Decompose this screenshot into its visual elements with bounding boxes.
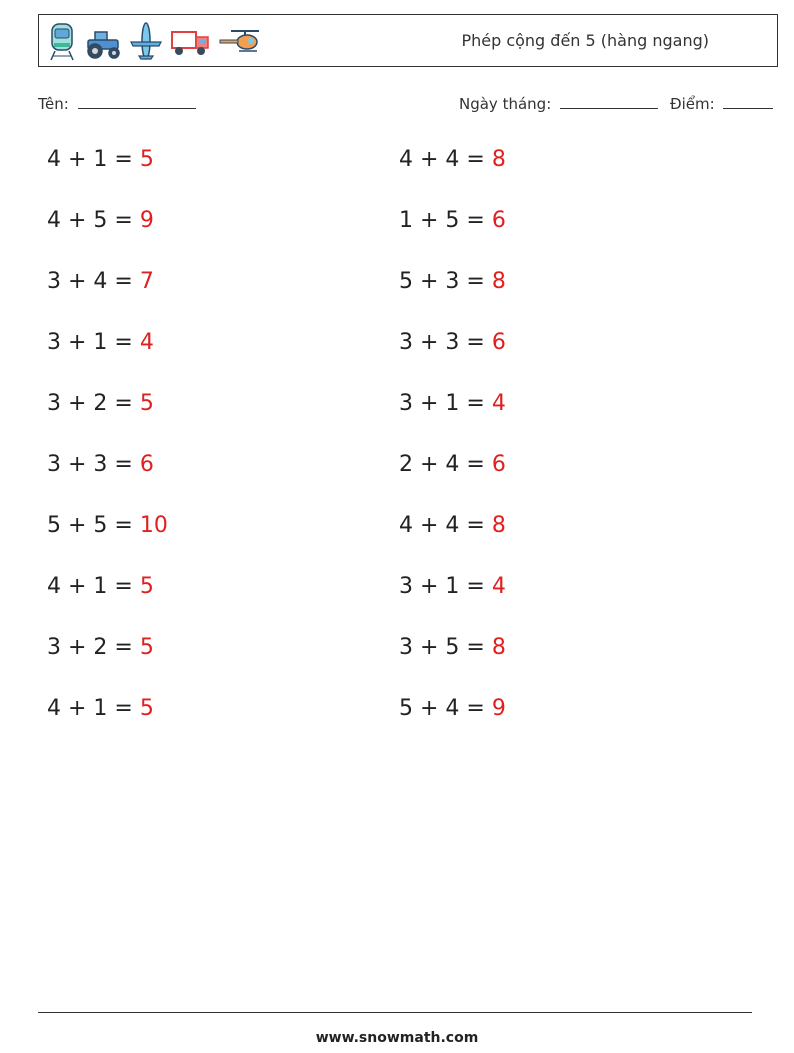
problem-question: 4 + 1 = [47, 696, 140, 721]
problem-item [47, 269, 154, 294]
problem-answer: 4 [139, 330, 154, 355]
name-field [38, 94, 196, 113]
problem-item [399, 635, 506, 660]
problem-answer: 4 [491, 574, 506, 599]
problem-item [47, 635, 154, 660]
problem-question: 3 + 4 = [47, 269, 140, 294]
problem-item [399, 391, 506, 416]
problem-answer: 7 [139, 269, 154, 294]
problem-item [399, 330, 506, 355]
problem-answer: 6 [491, 208, 506, 233]
problem-question: 5 + 3 = [399, 269, 492, 294]
problem-answer: 10 [139, 513, 168, 538]
problem-item [47, 330, 154, 355]
problem-item [399, 269, 506, 294]
helicopter-icon [217, 20, 261, 62]
problem-item [399, 574, 506, 599]
problem-question: 1 + 5 = [399, 208, 492, 233]
train-icon [47, 20, 77, 62]
header-icons [47, 20, 261, 62]
problem-answer: 5 [139, 635, 154, 660]
problem-item [47, 696, 154, 721]
score-label: Điểm: [670, 95, 715, 113]
problem-item [47, 391, 154, 416]
problem-answer: 8 [491, 635, 506, 660]
problem-question: 3 + 3 = [399, 330, 492, 355]
problem-answer: 5 [139, 391, 154, 416]
tractor-icon [83, 20, 123, 62]
problem-answer: 9 [491, 696, 506, 721]
problem-answer: 9 [139, 208, 154, 233]
problem-question: 4 + 1 = [47, 574, 140, 599]
problem-question: 4 + 5 = [47, 208, 140, 233]
problem-answer: 6 [491, 330, 506, 355]
problem-question: 3 + 1 = [399, 391, 492, 416]
problem-question: 3 + 2 = [47, 635, 140, 660]
score-field [670, 94, 773, 113]
name-blank [78, 94, 196, 109]
problem-item [399, 147, 506, 172]
problem-item [47, 147, 154, 172]
problem-answer: 6 [139, 452, 154, 477]
problem-item [399, 208, 506, 233]
problem-answer: 6 [491, 452, 506, 477]
problem-answer: 8 [491, 513, 506, 538]
truck-icon [169, 20, 211, 62]
problem-question: 4 + 4 = [399, 513, 492, 538]
problem-question: 5 + 5 = [47, 513, 140, 538]
problem-item [47, 574, 154, 599]
problem-item [399, 696, 506, 721]
problem-question: 5 + 4 = [399, 696, 492, 721]
airplane-icon [129, 20, 163, 62]
date-blank [560, 94, 658, 109]
problem-answer: 5 [139, 147, 154, 172]
problem-question: 3 + 1 = [399, 574, 492, 599]
footer-url: www.snowmath.com [315, 1030, 479, 1046]
worksheet-header [38, 14, 778, 67]
problem-question: 3 + 3 = [47, 452, 140, 477]
problem-answer: 8 [491, 269, 506, 294]
problem-question: 4 + 4 = [399, 147, 492, 172]
page-title: Phép cộng đến 5 (hàng ngang) [461, 31, 709, 50]
score-blank [723, 94, 773, 109]
problem-question: 3 + 1 = [47, 330, 140, 355]
problem-question: 4 + 1 = [47, 147, 140, 172]
problem-answer: 8 [491, 147, 506, 172]
problem-item [399, 513, 506, 538]
problem-answer: 4 [491, 391, 506, 416]
problem-item [47, 513, 168, 538]
problem-question: 2 + 4 = [399, 452, 492, 477]
problem-item [399, 452, 506, 477]
problem-question: 3 + 5 = [399, 635, 492, 660]
name-label: Tên: [38, 95, 69, 113]
date-label: Ngày tháng: [459, 95, 552, 113]
problem-question: 3 + 2 = [47, 391, 140, 416]
problem-answer: 5 [139, 696, 154, 721]
problem-item [47, 452, 154, 477]
problem-item [47, 208, 154, 233]
problem-answer: 5 [139, 574, 154, 599]
date-field [459, 94, 658, 113]
footer-divider [38, 1012, 752, 1013]
